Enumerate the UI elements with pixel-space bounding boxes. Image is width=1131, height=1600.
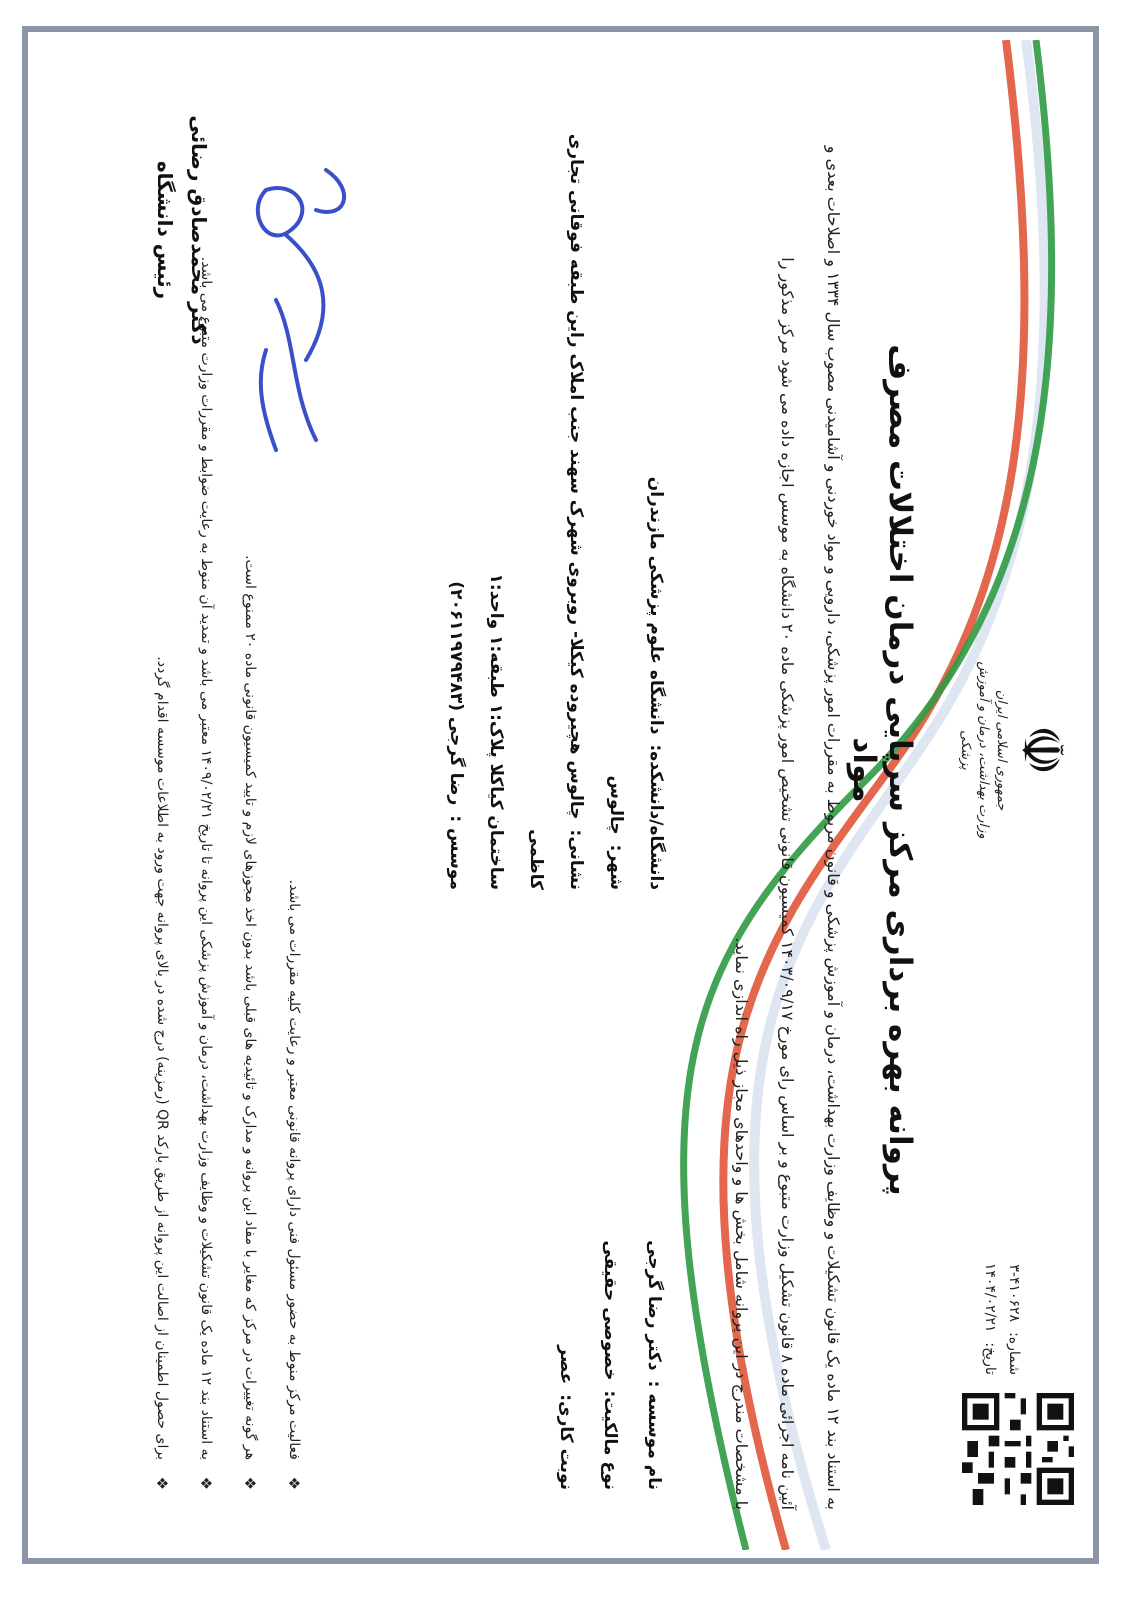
note-text: به استناد بند ۱۲ ماده یک قانون تشکیلات و وظایف وزارت بهداشت، درمان و آموزش پزشکی این پروانه تا تاریخ ۱۴۰۹/۰۲/۲۱ معتبر می باشد و تمدید آن منوط به رعایت ضوابط و مقررات وزارت متبوع می باشد. (197, 256, 214, 1460)
founder-label: موسس : (445, 815, 466, 890)
founder-value: رضا گرجی (۲۰۶۱۱۹۷۹۴۸۳) (445, 581, 466, 806)
certificate-frame (22, 26, 1099, 1564)
address-label: نشانی: (565, 829, 586, 890)
diamond-bullet-icon: ❖ (152, 1476, 171, 1490)
address-value: چالوس هچیروده کیکلا- روبروی شهرک سهند جنب املاک راین طبقه فوقانی تجاری کاظمی (525, 133, 586, 890)
fields-right-column (544, 1060, 676, 1490)
emblem-country: جمهوری اسلامی ایران (993, 689, 1009, 811)
diamond-bullet-icon: ❖ (284, 1476, 303, 1490)
institute-name-value: دکتر رضا گرجی (643, 1240, 664, 1371)
signatory (148, 100, 216, 360)
ownership-value: خصوصی حقیقی (599, 1240, 620, 1381)
city-label: شهر: (605, 844, 626, 890)
university-label: دانشگاه/دانشکده: (645, 744, 666, 890)
signatory-role: رئیس دانشگاه (152, 160, 177, 300)
ministry-emblem (956, 650, 1074, 850)
note-text: هر گونه تغییرات در مرکز که مغایر با مفاد این پروانه و مدارک و تائیدیه های قبلی باشد بدون اخذ مجوزهای لازم و تایید کمیسیون قانونی ماده ۲۰ ممنوع است. (241, 555, 258, 1460)
number-label: شماره: (1005, 1332, 1022, 1375)
diamond-bullet-icon: ❖ (240, 1476, 259, 1490)
shift-label: نوبت کاری: (555, 1394, 576, 1490)
note-text: برای حصول اطمینان از اصالت این پروانه از طریق بارکد QR (رمزینه) درج شده در بالای پروانه جهت ورود به اطلاعات موسسه اقدام گردد. (153, 656, 170, 1460)
number-value: ۳-۴۱۰۶۲۸ (1005, 1264, 1022, 1323)
handwritten-signature (216, 150, 386, 470)
address-value-line-2: ساختمان کیاکلا پلاک:۱ طبقه:۱ واحد:۱ (485, 573, 506, 890)
ownership-label: نوع مالکیت: (599, 1390, 620, 1490)
diamond-bullet-icon: ❖ (196, 1476, 215, 1490)
shift-value: عصر (555, 1345, 576, 1385)
intro-line-3: با مشخصات مندرج در این پروانه شامل بخش ها و واحدهای مجاز ذیل راه اندازی نماید. (731, 937, 751, 1510)
page-title: پروانه بهره برداری مرکز سرپایی درمان اختلالات مصرف مواد (845, 344, 918, 1196)
qr-code-icon[interactable] (962, 1393, 1074, 1505)
date-value: ۱۴۰۴/۰۲/۲۱ (981, 1262, 998, 1333)
document-meta (978, 1145, 1026, 1375)
emblem-ministry: وزارت بهداشت، درمان و آموزش پزشکی (957, 661, 991, 839)
fields-left-column (436, 110, 676, 890)
iran-emblem-icon: ☫ (1007, 724, 1076, 776)
intro-line-1: به استناد بند ۱۲ ماده یک قانون تشکیلات و وظایف وزارت بهداشت، درمان و آموزش پزشکی و قانون مربوط به مقررات امور پزشکی، دارویی و مواد خوردنی و آشامیدنی مصوب سال ۱۳۳۴ و اصلاحات بعدی و (823, 145, 843, 1510)
institute-name-label: نام موسسه : (643, 1380, 664, 1490)
date-label: تاریخ: (981, 1342, 998, 1375)
note-text: فعالیت مرکز منوط به حضور مسئول فنی دارای پروانه قانونی معتبر و رعایت کلیه مقررات می باشد. (285, 879, 302, 1460)
city-value: چالوس (605, 775, 626, 835)
signatory-name: دکتر محمدصادق رضائی (186, 115, 211, 345)
intro-paragraph (718, 90, 856, 1510)
certificate-page (36, 40, 1086, 1550)
university-value: دانشگاه علوم پزشکی مازندران (645, 476, 666, 735)
intro-line-2: آئین نامه اجرائی ماده ۸ قانون تشکیل وزارت متبوع و بر اساس رای مورخ ۱۴۰۳/۰۹/۱۷ کمیسیون قانونی تشخیص امور پزشکی ماده ۲۰ دانشگاه به موسس اجازه داده می شود مرکز مذکور را (777, 257, 797, 1510)
